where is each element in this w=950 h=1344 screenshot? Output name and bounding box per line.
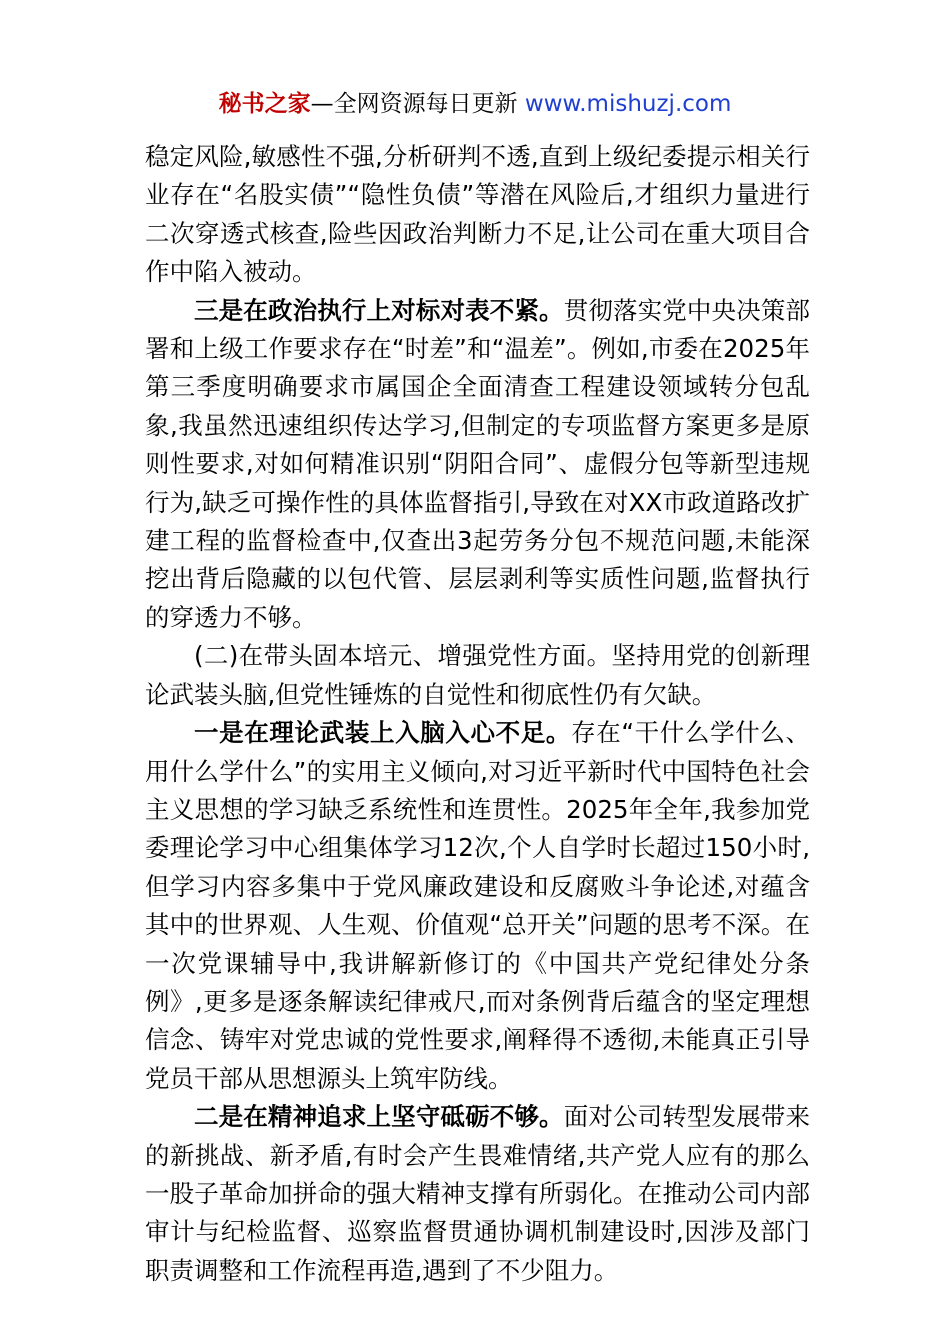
paragraph-lead: 三是在政治执行上对标对表不紧。 (194, 295, 564, 325)
paragraph-5 (145, 1098, 810, 1290)
paragraph-3 (145, 637, 810, 714)
paragraph-1 (145, 138, 810, 292)
header-tagline: —全网资源每日更新 (310, 91, 518, 117)
document-body (145, 138, 810, 1290)
site-header (0, 86, 950, 122)
paragraph-text: 面对公司转型发展带来的新挑战、新矛盾,有时会产生畏难情绪,共产党人应有的那么一股子革命加拼命的强大精神支撑有所弱化。在推动公司内部审计与纪检监督、巡察监督贯通协调机制建设时,因涉及部门职责调整和工作流程再造,遇到了不少阻力。 (145, 1102, 810, 1285)
paragraph-text: 存在“干什么学什么、用什么学什么”的实用主义倾向,对习近平新时代中国特色社会主义思想的学习缺乏系统性和连贯性。2025年全年,我参加党委理论学习中心组集体学习12次,个人自学时长超过150小时,但学习内容多集中于党风廉政建设和反腐败斗争论述,对蕴含其中的世界观、人生观、价值观“总开关”问题的思考不深。在一次党课辅导中,我讲解新修订的《中国共产党纪律处分条例》,更多是逐条解读纪律戒尺,而对条例背后蕴含的坚定理想信念、铸牢对党忠诚的党性要求,阐释得不透彻,未能真正引导党员干部从思想源头上筑牢防线。 (145, 718, 810, 1093)
header-url-link[interactable]: www.mishuzj.com (524, 91, 732, 117)
paragraph-text: 稳定风险,敏感性不强,分析研判不透,直到上级纪委提示相关行业存在“名股实债”“隐性负债”等潜在风险后,才组织力量进行二次穿透式核查,险些因政治判断力不足,让公司在重大项目合作中陷入被动。 (145, 142, 810, 287)
paragraph-lead: 一是在理论武装上入脑入心不足。 (194, 718, 572, 748)
paragraph-2 (145, 292, 810, 638)
paragraph-lead: 二是在精神追求上坚守砥砺不够。 (194, 1102, 564, 1132)
paragraph-text: (二)在带头固本培元、增强党性方面。坚持用党的创新理论武装头脑,但党性锤炼的自觉性和彻底性仍有欠缺。 (145, 641, 810, 709)
paragraph-4 (145, 714, 810, 1098)
header-brand: 秘书之家 (218, 91, 311, 117)
paragraph-text: 贯彻落实党中央决策部署和上级工作要求存在“时差”和“温差”。例如,市委在2025年第三季度明确要求市属国企全面清查工程建设领域转分包乱象,我虽然迅速组织传达学习,但制定的专项监督方案更多是原则性要求,对如何精准识别“阴阳合同”、虚假分包等新型违规行为,缺乏可操作性的具体监督指引,导致在对XX市政道路改扩建工程的监督检查中,仅查出3起劳务分包不规范问题,未能深挖出背后隐藏的以包代管、层层剥利等实质性问题,监督执行的穿透力不够。 (145, 295, 810, 632)
